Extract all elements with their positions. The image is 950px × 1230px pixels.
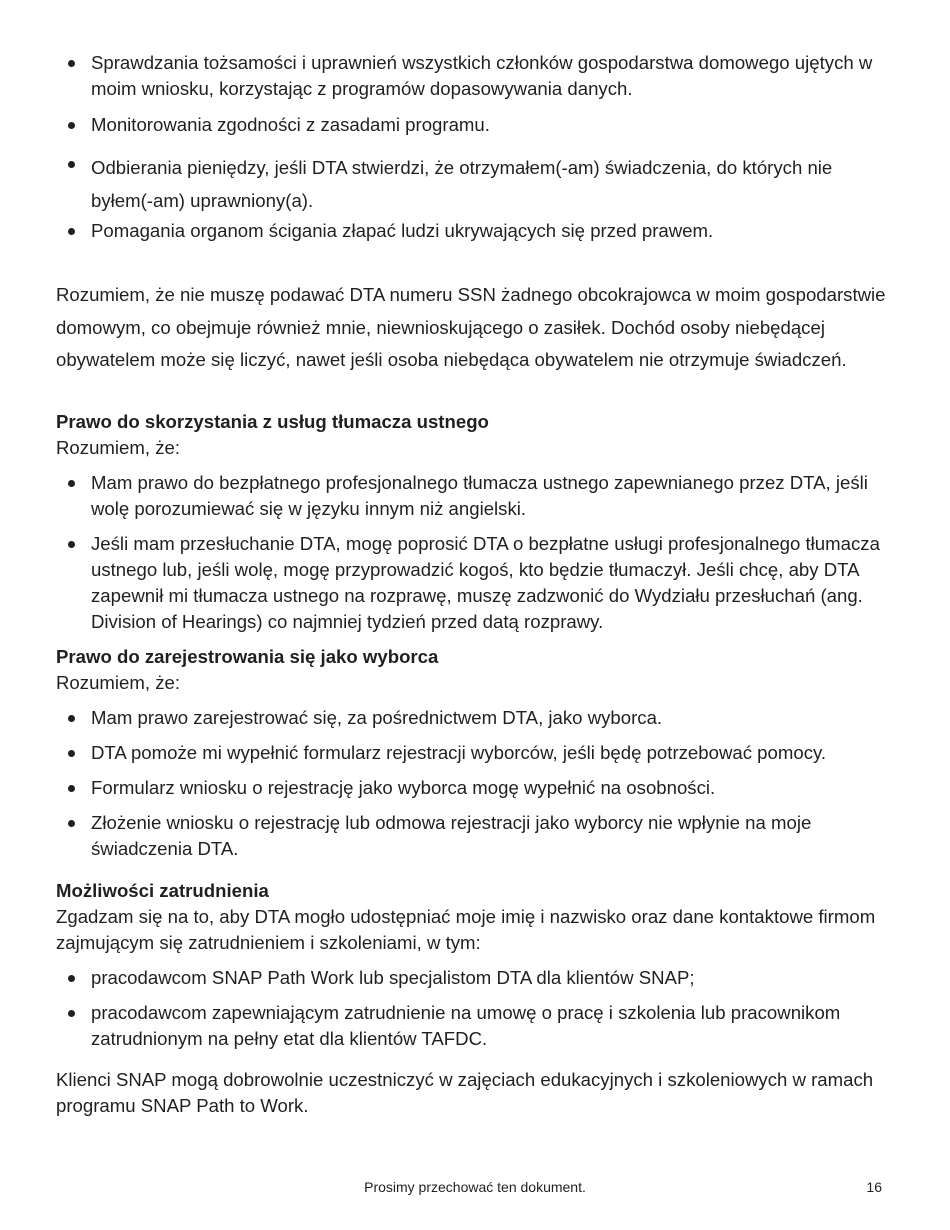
voter-bullet-list bbox=[56, 705, 896, 862]
section-lead: Rozumiem, że: bbox=[56, 436, 180, 458]
page-number: 16 bbox=[866, 1179, 882, 1195]
section-heading: Możliwości zatrudnienia bbox=[56, 879, 269, 901]
section-heading: Prawo do skorzystania z usług tłumacza ustnego bbox=[56, 410, 489, 432]
list-item: Sprawdzania tożsamości i uprawnień wszystkich członków gospodarstwa domowego ujętych w moim wniosku, korzystając z programów dopasowywania danych. bbox=[56, 50, 896, 102]
list-item: Mam prawo do bezpłatnego profesjonalnego tłumacza ustnego zapewnianego przez DTA, jeśli wolę porozumiewać się w języku innym niż angielski. bbox=[56, 470, 896, 522]
list-item: Odbierania pieniędzy, jeśli DTA stwierdzi, że otrzymałem(-am) świadczenia, do których nie byłem(-am) uprawniony(a). bbox=[56, 151, 896, 217]
document-page bbox=[56, 50, 896, 1119]
list-item: Monitorowania zgodności z zasadami programu. bbox=[56, 112, 896, 138]
list-item: Jeśli mam przesłuchanie DTA, mogę poprosić DTA o bezpłatne usługi profesjonalnego tłumacza ustnego lub, jeśli wolę, mogę przyprowadzić kogoś, kto będzie tłumaczył. Jeśli chcę, aby DTA zapewnił mi tłumacza ustnego na rozprawę, muszę zadzwonić do Wydziału przesłuchań (ang. Division of Hearings) co najmniej tydzień przed datą rozprawy. bbox=[56, 531, 896, 635]
employment-bullet-list bbox=[56, 965, 896, 1052]
list-item: pracodawcom zapewniającym zatrudnienie na umowę o pracę i szkolenia lub pracownikom zatrudnionym na pełny etat dla klientów TAFDC. bbox=[56, 1000, 896, 1052]
intro-bullet-list bbox=[56, 50, 896, 244]
voter-section bbox=[56, 644, 896, 862]
list-item: Formularz wniosku o rejestrację jako wyborca mogę wypełnić na osobności. bbox=[56, 775, 896, 801]
list-item: Mam prawo zarejestrować się, za pośrednictwem DTA, jako wyborca. bbox=[56, 705, 896, 731]
section-lead: Rozumiem, że: bbox=[56, 671, 180, 693]
section-heading: Prawo do zarejestrowania się jako wyborca bbox=[56, 645, 439, 667]
list-item: Złożenie wniosku o rejestrację lub odmowa rejestracji jako wyborcy nie wpłynie na moje świadczenia DTA. bbox=[56, 810, 896, 862]
footer-note: Prosimy przechować ten dokument. bbox=[364, 1179, 586, 1195]
employment-section bbox=[56, 878, 896, 1119]
closing-paragraph: Klienci SNAP mogą dobrowolnie uczestniczyć w zajęciach edukacyjnych i szkoleniowych w ramach programu SNAP Path to Work. bbox=[56, 1068, 874, 1116]
interpreter-bullet-list bbox=[56, 470, 896, 635]
ssn-paragraph: Rozumiem, że nie muszę podawać DTA numeru SSN żadnego obcokrajowca w moim gospodarstwie domowym, co obejmuje również mnie, niewnioskującego o zasiłek. Dochód osoby niebędącej obywatelem może się liczyć, nawet jeśli osoba niebędąca obywatelem nie otrzymuje świadczeń. bbox=[56, 284, 886, 370]
list-item: DTA pomoże mi wypełnić formularz rejestracji wyborców, jeśli będę potrzebować pomocy. bbox=[56, 740, 896, 766]
section-lead: Zgadzam się na to, aby DTA mogło udostępniać moje imię i nazwisko oraz dane kontaktowe firmom zajmującym się zatrudnieniem i szkoleniami, w tym: bbox=[56, 905, 876, 953]
interpreter-section bbox=[56, 409, 896, 635]
list-item: pracodawcom SNAP Path Work lub specjalistom DTA dla klientów SNAP; bbox=[56, 965, 896, 991]
list-item: Pomagania organom ścigania złapać ludzi ukrywających się przed prawem. bbox=[56, 218, 896, 244]
